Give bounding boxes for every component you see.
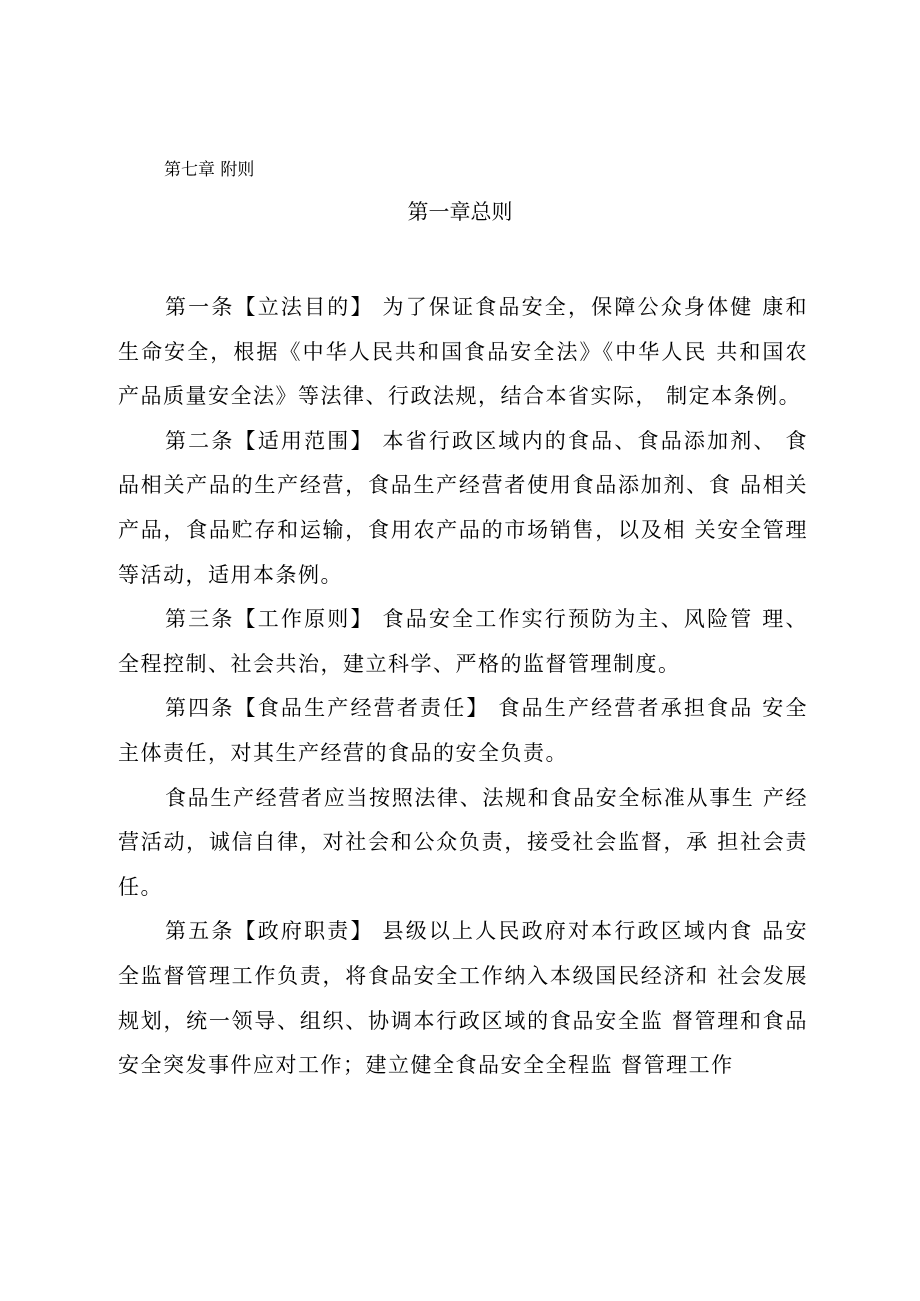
article-1-paragraph: 第一条【立法目的】 为了保证食品安全，保障公众身体健 康和生命安全，根据《中华人民共和国食品安全法》《中华人民 共和国农产品质量安全法》等法律、行政法规，结合本省实际， 制定本条例。: [118, 295, 808, 409]
chapter-title: 第一章总则: [407, 200, 513, 224]
article-5-paragraph: 第五条【政府职责】 县级以上人民政府对本行政区域内食 品安全监督管理工作负责，将食品安全工作纳入本级国民经济和 社会发展规划，统一领导、组织、协调本行政区域的食品安全监 督管理和食品安全突发事件应对工作；建立健全食品安全全程监 督管理工作: [118, 919, 808, 1078]
article-4-continuation-paragraph: 食品生产经营者应当按照法律、法规和食品安全标准从事生 产经营活动，诚信自律，对社会和公众负责，接受社会监督，承 担社会责任。: [118, 785, 808, 899]
toc-chapter-seven: 第七章 附则: [164, 160, 255, 180]
article-2-paragraph: 第二条【适用范围】 本省行政区域内的食品、食品添加剂、 食品相关产品的生产经营，食品生产经营者使用食品添加剂、食 品相关产品，食品贮存和运输，食用农产品的市场销售，以及相 关安全管理等活动，适用本条例。: [118, 428, 808, 587]
article-4-paragraph: 第四条【食品生产经营者责任】 食品生产经营者承担食品 安全主体责任，对其生产经营的食品的安全负责。: [118, 696, 808, 765]
article-3-paragraph: 第三条【工作原则】 食品安全工作实行预防为主、风险管 理、全程控制、社会共治，建立科学、严格的监督管理制度。: [118, 607, 808, 676]
document-body: [118, 285, 808, 1088]
